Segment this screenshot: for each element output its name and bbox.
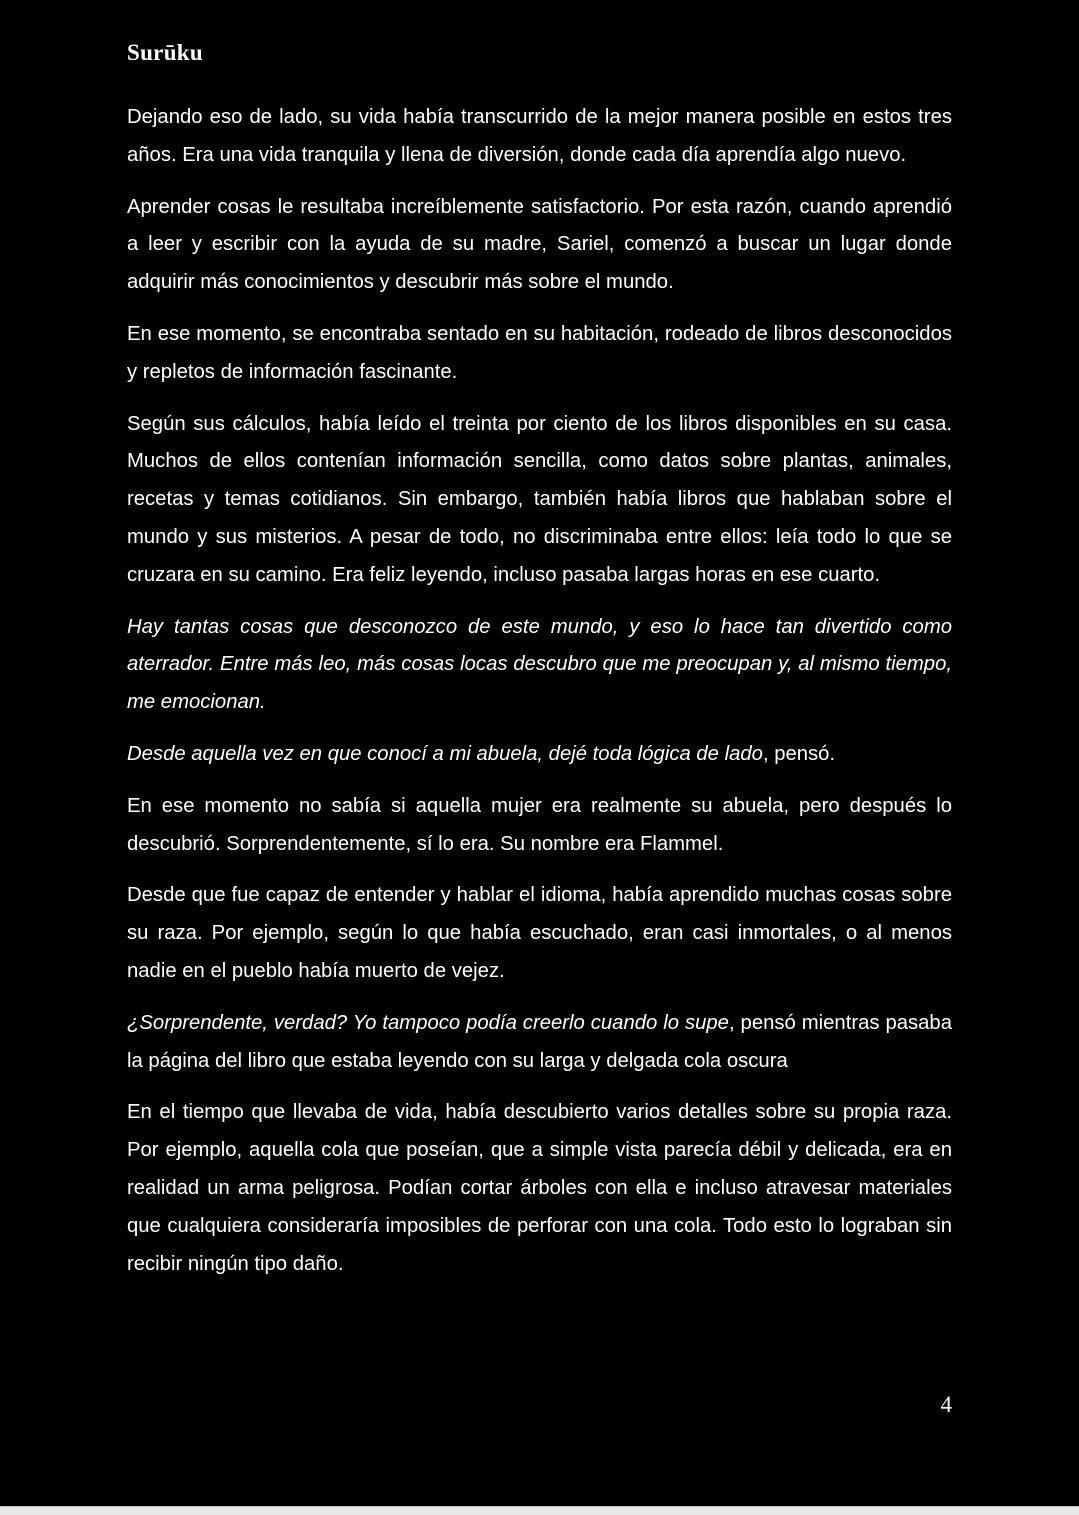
paragraph-3: En ese momento, se encontraba sentado en su habitación, rodeado de libros desconocidos y repletos de información fascinante. <box>127 322 952 383</box>
paragraph-10: En el tiempo que llevaba de vida, había descubierto varios detalles sobre su propia raza. Por ejemplo, aquella cola que poseían, que a simple vista parecía débil y delicada, era en realidad un arma peligrosa. Podían cortar árboles con ella e incluso atravesar materiales que cualquiera consideraría imposibles de perforar con una cola. Todo esto lo lograban sin recibir ningún tipo daño. <box>127 1101 952 1275</box>
page-bottom-edge <box>0 1506 1079 1515</box>
paragraph-9 <box>127 1005 952 1081</box>
paragraph-2: Aprender cosas le resultaba increíblemente satisfactorio. Por esta razón, cuando aprendió a leer y escribir con la ayuda de su madre, Sariel, comenzó a buscar un lugar donde adquirir más conocimientos y descubrir más sobre el mundo. <box>127 195 952 294</box>
paragraph-7: En ese momento no sabía si aquella mujer era realmente su abuela, pero después lo descubrió. Sorprendentemente, sí lo era. Su nombre era Flammel. <box>127 794 952 855</box>
paragraph-5-thought: Hay tantas cosas que desconozco de este mundo, y eso lo hace tan divertido como aterrador. Entre más leo, más cosas locas descubro que me preocupan y, al mismo tiempo, me emocionan. <box>127 615 952 714</box>
page-header-title: Surūku <box>127 40 203 65</box>
paragraph-9-thought: ¿Sorprendente, verdad? Yo tampoco podía creerlo cuando lo supe <box>127 1011 729 1034</box>
paragraph-6-thought: Desde aquella vez en que conocí a mi abuela, dejé toda lógica de lado <box>127 742 763 765</box>
paragraph-4: Según sus cálculos, había leído el treinta por ciento de los libros disponibles en su casa. Muchos de ellos contenían información sencilla, como datos sobre plantas, animales, recetas y temas cotidianos. Sin embargo, también había libros que hablaban sobre el mundo y sus misterios. A pesar de todo, no discriminaba entre ellos: leía todo lo que se cruzara en su camino. Era feliz leyendo, incluso pasaba largas horas en ese cuarto. <box>127 412 952 586</box>
paragraph-8: Desde que fue capaz de entender y hablar el idioma, había aprendido muchas cosas sobre su raza. Por ejemplo, según lo que había escuchado, eran casi inmortales, o al menos nadie en el pueblo había muerto de vejez. <box>127 884 952 982</box>
paragraph-6 <box>127 736 952 774</box>
body-text <box>127 99 952 1297</box>
paragraph-9-narration: , pensó mientras pasaba la página del libro que estaba leyendo con su larga y delgada cola oscura <box>127 1011 952 1072</box>
paragraph-1: Dejando eso de lado, su vida había transcurrido de la mejor manera posible en estos tres años. Era una vida tranquila y llena de diversión, donde cada día aprendía algo nuevo. <box>127 106 952 166</box>
page-number: 4 <box>940 1392 952 1417</box>
paragraph-6-narration: , pensó. <box>762 742 836 765</box>
